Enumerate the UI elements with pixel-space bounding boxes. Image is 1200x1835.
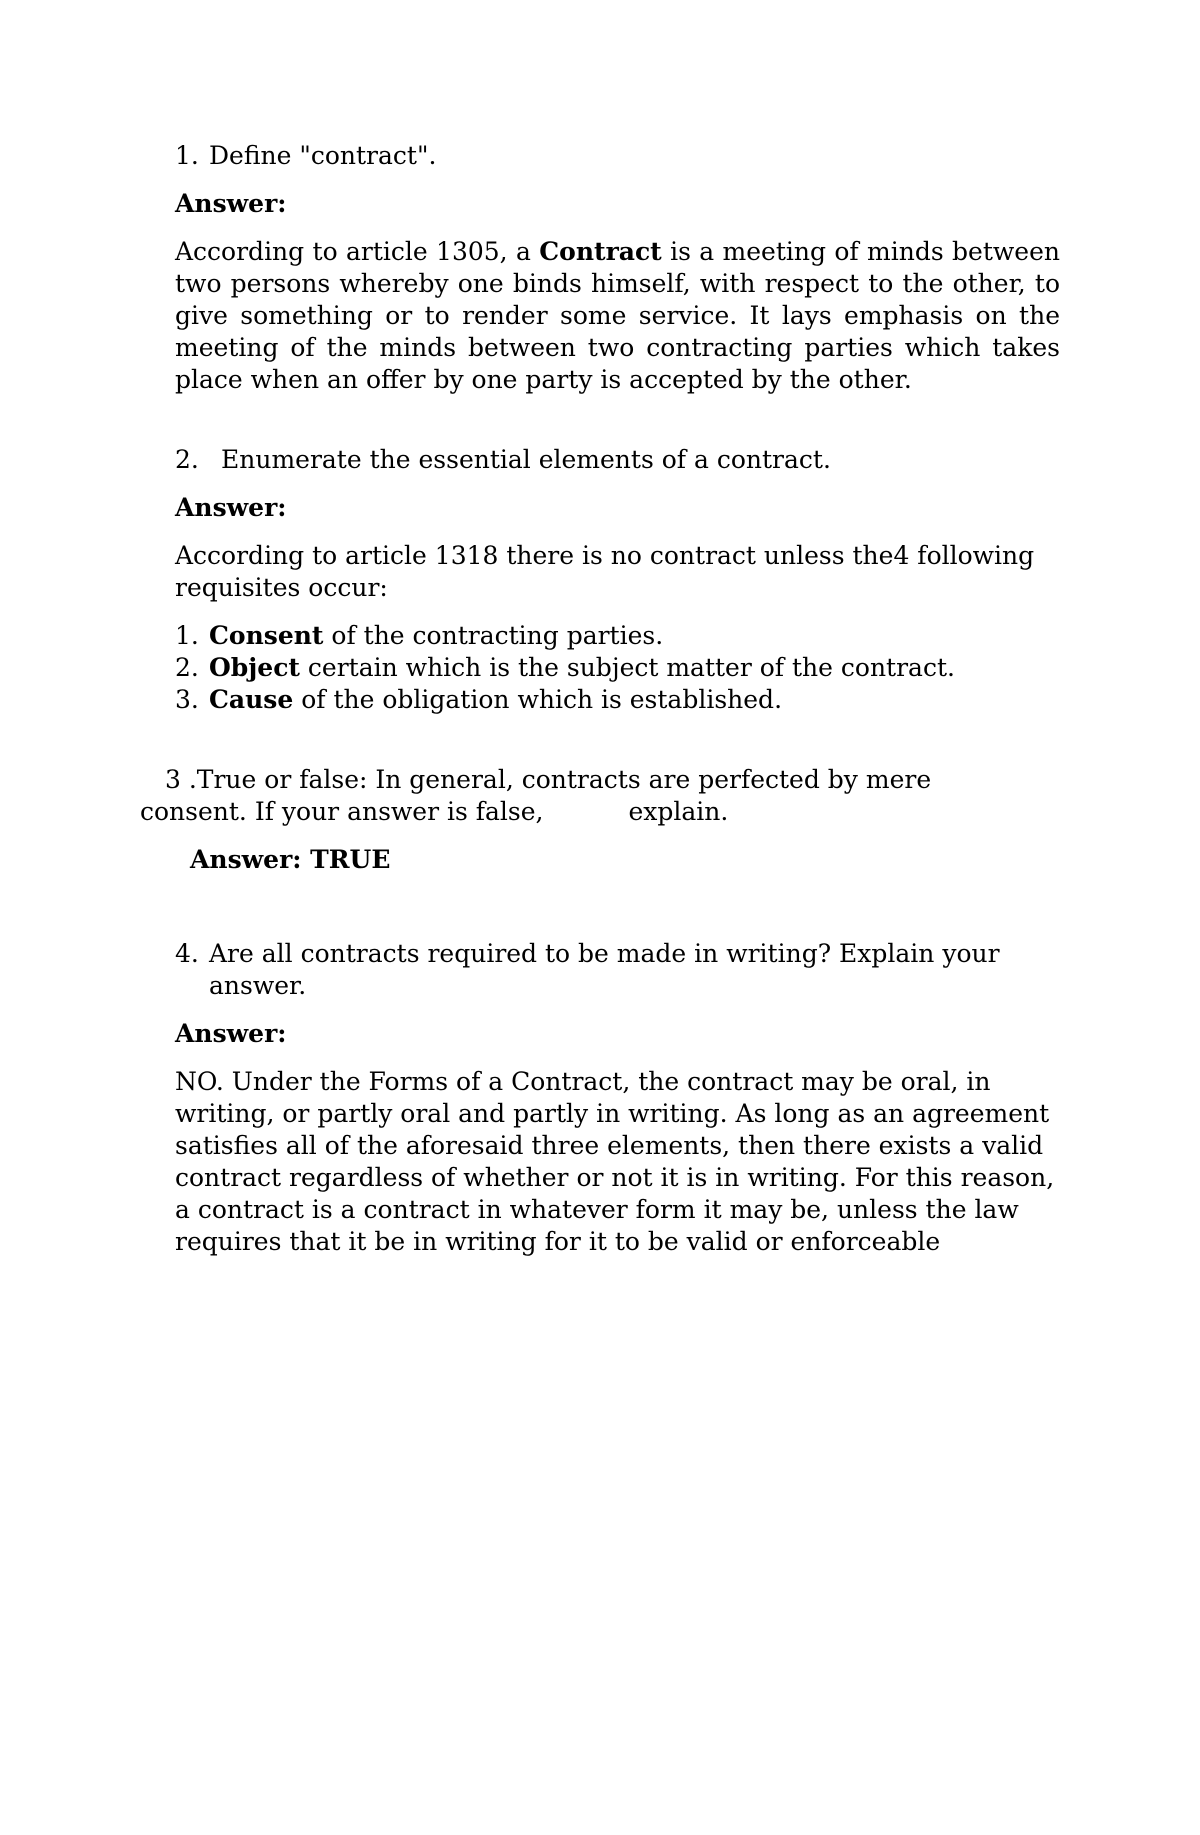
list-term: Object — [209, 653, 300, 682]
question-4-line-1 — [175, 938, 1000, 970]
list-text: certain which is the subject matter of the contract. — [299, 653, 955, 682]
answer-4-text: NO. Under the Forms of a Contract, the contract may be oral, in writing, or partly oral and partly in writing. As long as an agreement satisfies all of the aforesaid three elements, then there exists a valid contract regardless of whether or not it is in writing. For this reason, a contract is a contract in whatever form it may be, unless the law requires that it be in writing for it to be valid or enforceable — [175, 1067, 1055, 1256]
answer-text: According to article 1305, a — [175, 237, 540, 266]
list-number: 3. — [175, 685, 199, 714]
list-item-cause — [175, 684, 782, 716]
list-term: Consent — [209, 621, 324, 650]
answer-text: is a meeting of minds between two persons whereby one binds himself, with respect to the other, to give something or to render some service. It lays emphasis on the meeting of the minds between two contracting parties which takes place when an offer by one party is accepted by the other. — [175, 237, 1060, 394]
list-item-object — [175, 652, 955, 684]
list-text: of the contracting parties. — [323, 621, 664, 650]
answer-label: Answer: — [175, 1019, 287, 1048]
question-number: 1. — [175, 141, 199, 170]
question-2 — [175, 444, 831, 476]
answer-true: Answer: TRUE — [190, 845, 391, 874]
answer-label: Answer: — [175, 189, 287, 218]
question-3-line-2 — [140, 796, 728, 828]
question-1 — [175, 140, 436, 172]
list-term: Cause — [209, 685, 294, 714]
question-text: Define "contract". — [209, 141, 437, 170]
question-text: Enumerate the essential elements of a contract. — [221, 445, 831, 474]
list-number: 2. — [175, 653, 199, 682]
list-text: of the obligation which is established. — [293, 685, 783, 714]
answer-emphasis: Contract — [539, 237, 662, 266]
list-item-consent — [175, 620, 663, 652]
answer-1-text — [175, 236, 1060, 396]
question-number: 4. — [175, 939, 199, 968]
question-text: explain. — [628, 797, 729, 826]
answer-2-text: According to article 1318 there is no contract unless the4 following requisites occur: — [175, 541, 1035, 602]
question-3-line-1: 3 .True or false: In general, contracts are perfected by mere — [165, 765, 932, 794]
question-number: 2. — [175, 445, 199, 474]
question-4-line-2: answer. — [209, 971, 307, 1000]
answer-label: Answer: — [175, 493, 287, 522]
question-text: consent. If your answer is false, — [140, 797, 544, 826]
list-number: 1. — [175, 621, 199, 650]
question-text: Are all contracts required to be made in writing? Explain your — [209, 939, 1000, 968]
